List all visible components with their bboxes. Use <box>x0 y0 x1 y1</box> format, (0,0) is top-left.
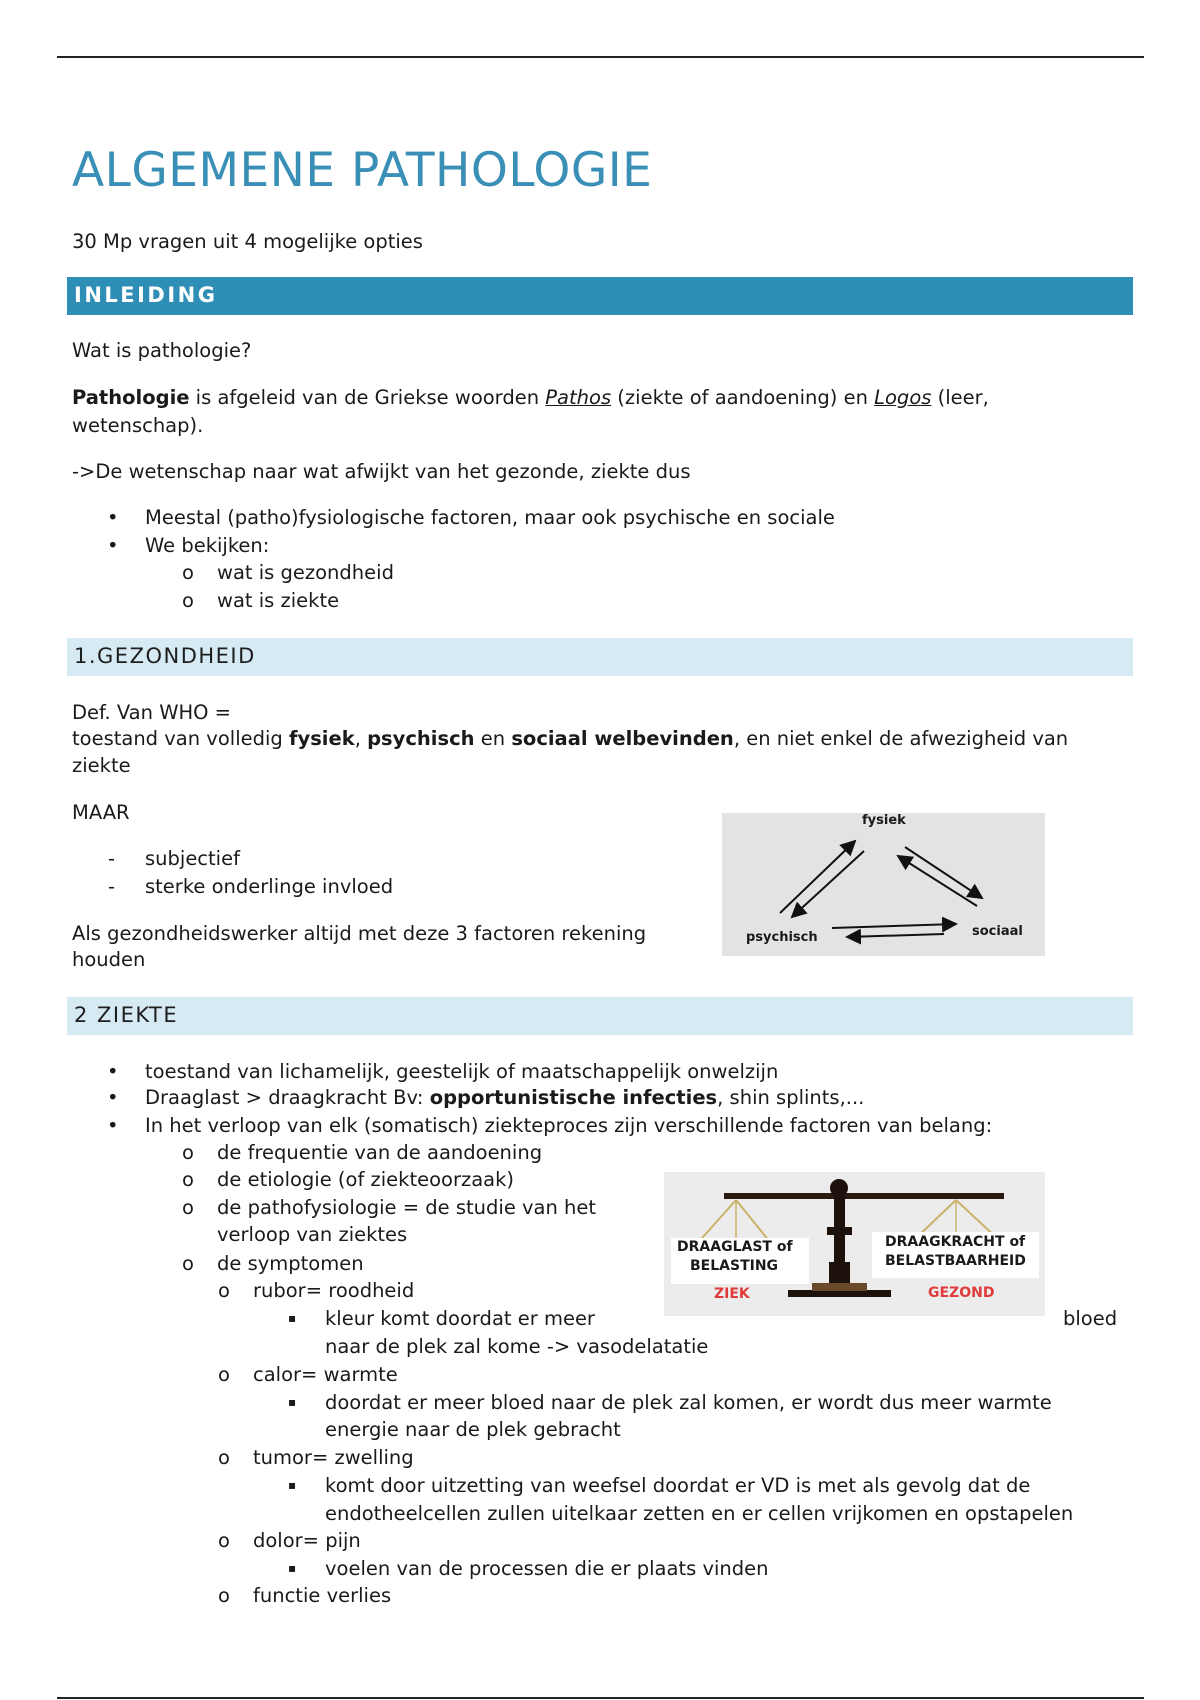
factor-symptomen: de symptomen <box>217 1252 364 1275</box>
who-def-text-2: , <box>354 727 368 750</box>
section-heading-inleiding <box>67 277 1133 315</box>
dash-marker: - <box>108 847 116 870</box>
bullet-marker: • <box>107 1086 119 1109</box>
scale-status-ziek: ZIEK <box>714 1286 750 1302</box>
bullet-2-text-1: Draaglast > draagkracht Bv: <box>145 1086 430 1109</box>
symptom-functie-verlies: functie verlies <box>253 1584 392 1607</box>
calor-detail-1: doordat er meer bloed naar de plek zal komen, er wordt dus meer warmte <box>325 1391 1052 1414</box>
dolor-detail-1: voelen van de processen die er plaats vinden <box>325 1557 769 1580</box>
factor-frequentie: de frequentie van de aandoening <box>217 1141 543 1164</box>
dash-item-invloed: sterke onderlinge invloed <box>145 875 394 898</box>
inleiding-sub-bullet-1: wat is gezondheid <box>217 561 394 584</box>
inleiding-definition <box>72 384 989 411</box>
circle-marker: o <box>182 1252 194 1275</box>
closing-line-2: houden <box>72 948 146 971</box>
def-text-3: (leer, <box>931 386 989 409</box>
bottom-rule <box>57 1697 1144 1699</box>
section-heading-ziekte-label: 2 ZIEKTE <box>74 1003 179 1027</box>
scale-right-label-2: BELASTBAARHEID <box>885 1253 1026 1269</box>
balance-scale-figure <box>664 1172 1045 1316</box>
tumor-detail-1: komt door uitzetting van weefsel doordat er VD is met als gevolg dat de <box>325 1474 1031 1497</box>
section-heading-ziekte <box>67 997 1133 1035</box>
word-pathos: Pathos <box>545 386 612 409</box>
closing-line-1: Als gezondheidswerker altijd met deze 3 factoren rekening <box>72 922 647 945</box>
inleiding-bullet-1: Meestal (patho)fysiologische factoren, maar ook psychische en sociale <box>145 506 835 529</box>
top-rule <box>57 56 1144 58</box>
symptom-rubor: rubor= roodheid <box>253 1279 415 1302</box>
word-psychisch: psychisch <box>367 727 475 750</box>
square-bullet-marker: ▪ <box>288 1561 297 1575</box>
inleiding-sub-bullet-2: wat is ziekte <box>217 589 340 612</box>
who-def-text-1: toestand van volledig <box>72 727 289 750</box>
circle-marker: o <box>218 1529 230 1552</box>
who-def-text-3: en <box>474 727 512 750</box>
ziekte-bullet-3: In het verloop van elk (somatisch) ziekteproces zijn verschillende factoren van belang: <box>145 1114 993 1137</box>
scale-left-label-2: BELASTING <box>690 1258 779 1274</box>
symptom-dolor: dolor= pijn <box>253 1529 361 1552</box>
inleiding-bullet-2: We bekijken: <box>145 534 270 557</box>
bullet-marker: • <box>107 1060 119 1083</box>
term-pathologie: Pathologie <box>72 386 190 409</box>
dash-marker: - <box>108 875 116 898</box>
def-text-1: is afgeleid van de Griekse woorden <box>189 386 546 409</box>
subtitle: 30 Mp vragen uit 4 mogelijke opties <box>72 230 423 253</box>
circle-marker: o <box>182 589 194 612</box>
factor-pathofysiologie: de pathofysiologie = de studie van het <box>217 1196 597 1219</box>
ziekte-bullet-1: toestand van lichamelijk, geestelijk of maatschappelijk onwelzijn <box>145 1060 779 1083</box>
page-title: ALGEMENE PATHOLOGIE <box>72 143 653 198</box>
who-definition <box>72 725 1068 752</box>
word-logos: Logos <box>874 386 932 409</box>
symptom-calor: calor= warmte <box>253 1363 398 1386</box>
rubor-detail-2: naar de plek zal kome -> vasodelatatie <box>325 1335 709 1358</box>
bullet-2-text-2: , shin splints,... <box>717 1086 865 1109</box>
section-heading-gezondheid <box>67 638 1133 676</box>
maar-label: MAAR <box>72 801 130 824</box>
rubor-detail-1: kleur komt doordat er meer <box>325 1307 595 1330</box>
circle-marker: o <box>182 1196 194 1219</box>
circle-marker: o <box>218 1363 230 1386</box>
label-sociaal: sociaal <box>972 924 1023 939</box>
square-bullet-marker: ▪ <box>288 1478 297 1492</box>
tumor-detail-2: endotheelcellen zullen uitelkaar zetten en er cellen vrijkomen en opstapelen <box>325 1502 1074 1525</box>
scale-right-label-1: DRAAGKRACHT of <box>885 1234 1026 1250</box>
bullet-marker: • <box>107 534 119 557</box>
square-bullet-marker: ▪ <box>288 1311 297 1325</box>
section-heading-gezondheid-label: 1.GEZONDHEID <box>74 644 256 668</box>
inleiding-definition-line2: wetenschap). <box>72 414 204 437</box>
circle-marker: o <box>182 1141 194 1164</box>
scale-status-gezond: GEZOND <box>928 1285 995 1301</box>
ziekte-bullet-2 <box>145 1084 864 1111</box>
label-fysiek: fysiek <box>862 813 906 828</box>
inleiding-question: Wat is pathologie? <box>72 339 252 362</box>
circle-marker: o <box>182 561 194 584</box>
square-bullet-marker: ▪ <box>288 1395 297 1409</box>
circle-marker: o <box>218 1446 230 1469</box>
calor-detail-2: energie naar de plek gebracht <box>325 1418 621 1441</box>
word-fysiek: fysiek <box>289 727 355 750</box>
who-def-label: Def. Van WHO = <box>72 701 232 724</box>
factor-pathofysiologie-line2: verloop van ziektes <box>217 1223 408 1246</box>
rubor-detail-1-end: bloed <box>1063 1307 1118 1330</box>
word-sociaal-welbevinden: sociaal welbevinden <box>511 727 734 750</box>
health-triangle-figure <box>722 813 1045 956</box>
circle-marker: o <box>218 1279 230 1302</box>
bullet-marker: • <box>107 1114 119 1137</box>
inleiding-arrow-line: ->De wetenschap naar wat afwijkt van het gezonde, ziekte dus <box>72 460 691 483</box>
who-definition-line2: ziekte <box>72 754 131 777</box>
circle-marker: o <box>218 1584 230 1607</box>
def-text-2: (ziekte of aandoening) en <box>611 386 875 409</box>
label-psychisch: psychisch <box>746 930 818 945</box>
dash-item-subjectief: subjectief <box>145 847 240 870</box>
symptom-tumor: tumor= zwelling <box>253 1446 414 1469</box>
section-heading-inleiding-label: INLEIDING <box>74 283 218 307</box>
bullet-marker: • <box>107 506 119 529</box>
factor-etiologie: de etiologie (of ziekteoorzaak) <box>217 1168 515 1191</box>
scale-left-label-1: DRAAGLAST of <box>677 1239 793 1255</box>
word-opportunistische-infecties: opportunistische infecties <box>429 1086 718 1109</box>
circle-marker: o <box>182 1168 194 1191</box>
who-def-text-4: , en niet enkel de afwezigheid van <box>733 727 1069 750</box>
